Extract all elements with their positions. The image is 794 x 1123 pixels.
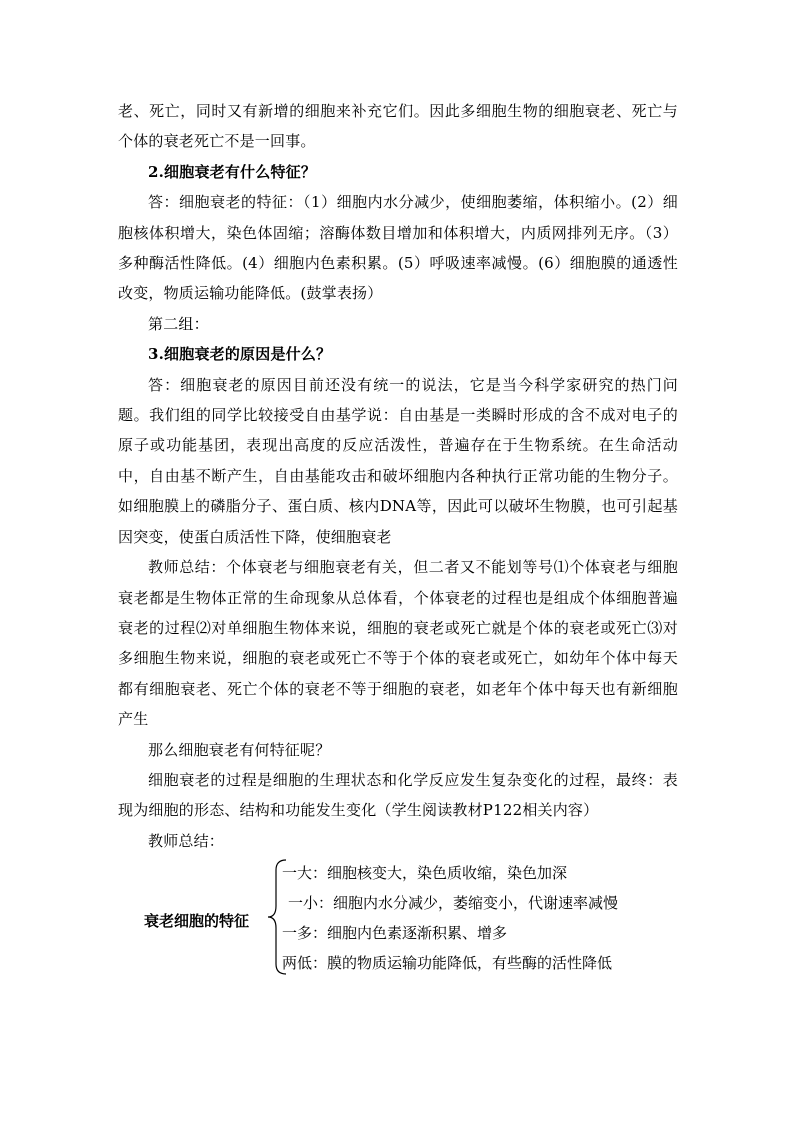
summary-item-one-small: 一小：细胞内水分减少，萎缩变小，代谢速率减慢 [288, 894, 619, 913]
summary-item-two-low: 两低：膜的物质运输功能降低，有些酶的活性降低 [282, 954, 613, 973]
teacher-summary-1: 教师总结：个体衰老与细胞衰老有关，但二者又不能划等号⑴个体衰老与细胞衰老都是生物体正常的生命现象从总体看，个体衰老的过程也是组成个体细胞普遍衰老的过程⑵对单细胞生物体来说，细胞的衰老或死亡就是个体的衰老或死亡⑶对多细胞生物来说，细胞的衰老或死亡不等于个体的衰老或死亡，如幼年个体中每天都有细胞衰老、死亡个体的衰老不等于细胞的衰老，如老年个体中每天也有新细胞产生 [118, 558, 678, 729]
answer-2: 答：细胞衰老的特征：（1）细胞内水分减少，使细胞萎缩，体积缩小。(2）细胞核体积增大，染色体固缩；溶酶体数目增加和体积增大，内质网排列无序。（3）多种酶活性降低。(4）细胞内色素积累。(5）呼吸速率减慢。(6）细胞膜的通透性改变，物质运输功能降低。(鼓掌表扬） [118, 193, 678, 303]
teacher-summary-label: 教师总结： [148, 831, 225, 850]
group-two-label: 第二组： [148, 314, 209, 333]
question-characteristics: 那么细胞衰老有何特征呢？ [148, 740, 331, 759]
question-2-heading: 2.细胞衰老有什么特征？ [148, 162, 317, 181]
summary-items [282, 858, 678, 978]
summary-item-one-more: 一多：细胞内色素逐渐积累、增多 [282, 924, 508, 943]
aging-process-paragraph: 细胞衰老的过程是细胞的生理状态和化学反应发生复杂变化的过程，最终：表现为细胞的形态、结构和功能发生变化（学生阅读教材P122相关内容） [118, 770, 678, 820]
answer-3: 答：细胞衰老的原因目前还没有统一的说法，它是当今科学家研究的热门问题。我们组的同学比较接受自由基学说：自由基是一类瞬时形成的含不成对电子的原子或功能基团，表现出高度的反应活泼性，普遍存在于生物系统。在生命活动中，自由基不断产生，自由基能攻击和破坏细胞内各种执行正常功能的生物分子。如细胞膜上的磷脂分子、蛋白质、核内DNA等，因此可以破坏生物膜，也可引起基因突变，使蛋白质活性下降，使细胞衰老 [118, 375, 678, 546]
summary-label: 衰老细胞的特征 [144, 912, 250, 931]
aging-cell-characteristics-summary [118, 858, 678, 978]
summary-item-one-big: 一大：细胞核变大，染色质收缩，染色加深 [282, 864, 568, 883]
document-page [118, 96, 678, 978]
question-3-heading: 3.细胞衰老的原因是什么？ [148, 345, 332, 364]
paragraph-intro: 老、死亡，同时又有新增的细胞来补充它们。因此多细胞生物的细胞衰老、死亡与个体的衰老死亡不是一回事。 [118, 102, 678, 151]
